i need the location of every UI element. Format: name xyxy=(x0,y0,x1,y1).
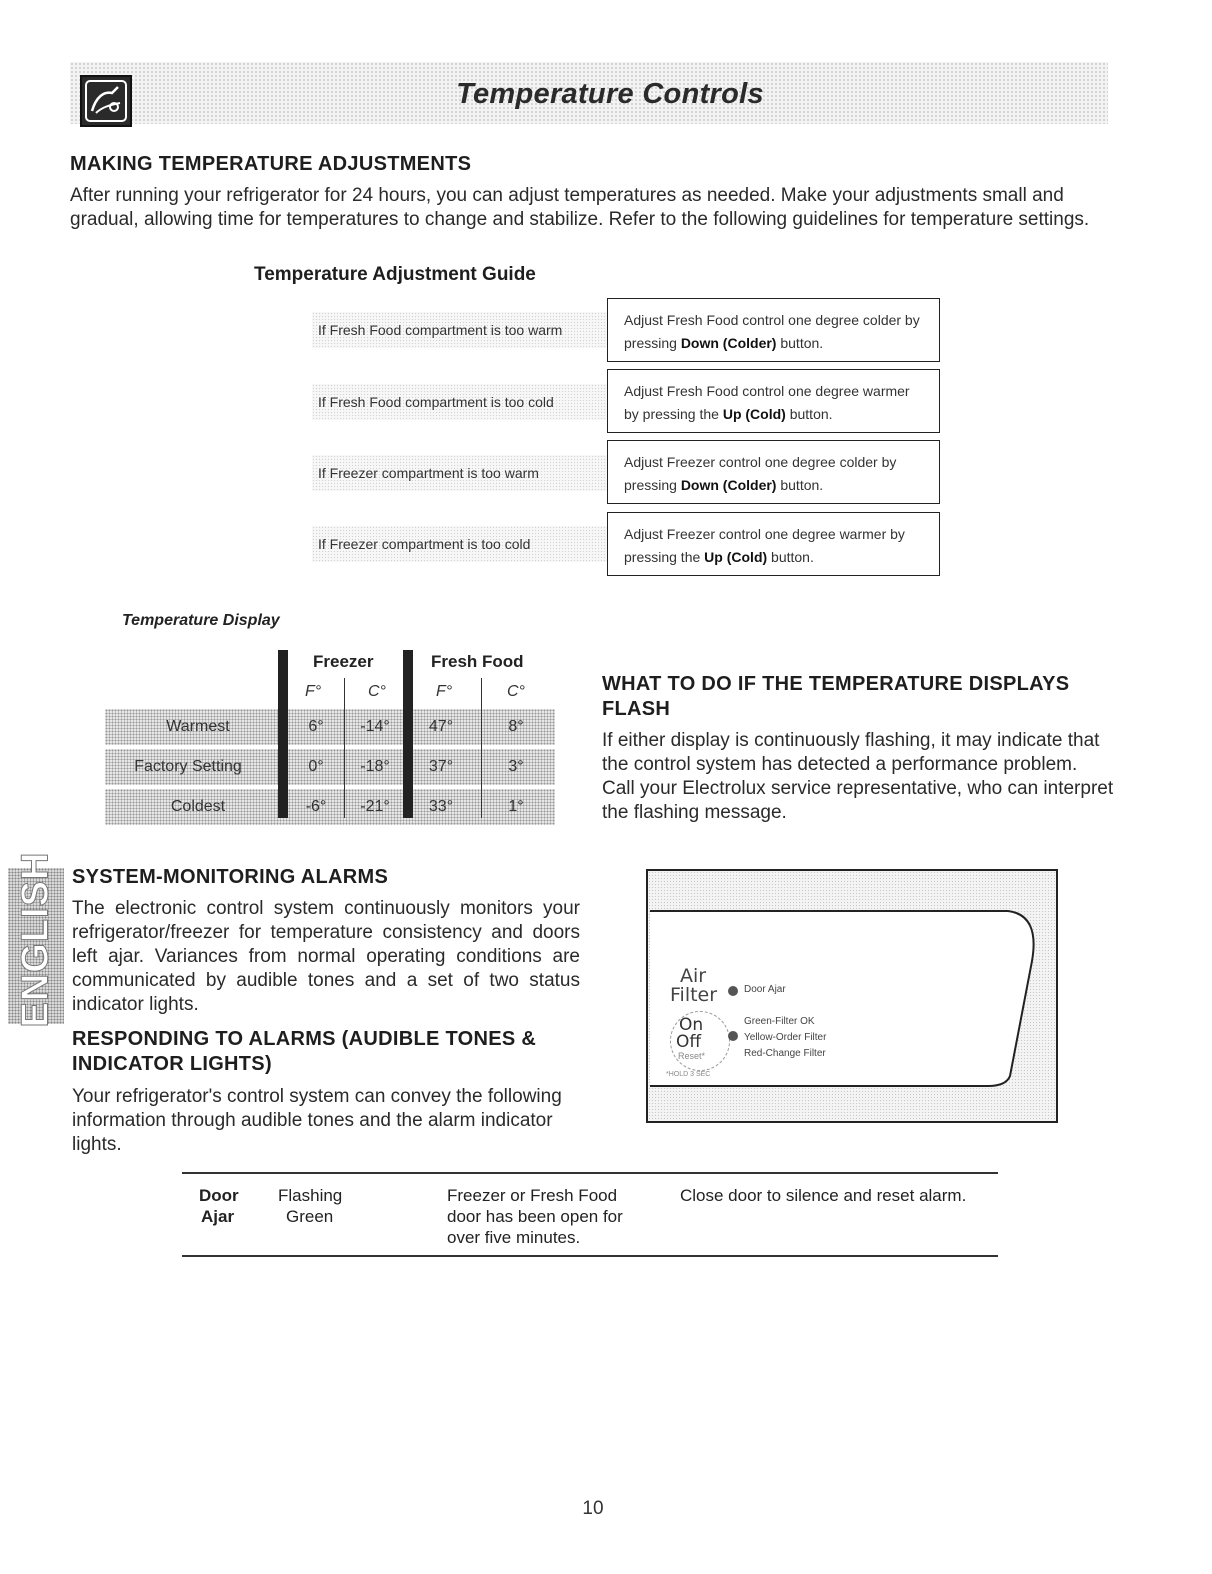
alarm-light-line2: Green xyxy=(286,1207,334,1226)
alarm-light-line1: Flashing xyxy=(278,1186,343,1205)
panel-air-label: Air xyxy=(680,965,707,987)
freezer-label: Freezer xyxy=(313,652,374,671)
responding-heading-line1: RESPONDING TO ALARMS (AUDIBLE TONES & xyxy=(72,1028,537,1050)
freshfood-unit-f: F° xyxy=(436,683,453,700)
display-row-label: Factory Setting xyxy=(134,758,242,775)
display-cell: -6° xyxy=(305,798,327,815)
language-label: ENGLISH xyxy=(14,851,57,1028)
language-side-tab xyxy=(8,851,64,1028)
panel-red-label: Red-Change Filter xyxy=(744,1048,826,1059)
display-cell: 6° xyxy=(308,718,324,735)
freshfood-unit-c: C° xyxy=(507,683,525,700)
fresh-food-label: Fresh Food xyxy=(431,652,524,671)
guide-action: Adjust Fresh Food control one degree colder by pressing Down (Colder) button. xyxy=(607,298,940,362)
refrigerator-hand-icon xyxy=(80,75,132,127)
flash-heading-line1: WHAT TO DO IF THE TEMPERATURE DISPLAYS xyxy=(602,673,1070,695)
page-title: Temperature Controls xyxy=(456,78,764,110)
table-divider xyxy=(403,650,413,818)
display-row-label: Warmest xyxy=(166,718,230,735)
panel-off-label: Off xyxy=(676,1032,702,1052)
filter-status-light-icon xyxy=(728,1031,738,1041)
guide-action: Adjust Freezer control one degree colder by pressing Down (Colder) button. xyxy=(607,440,940,504)
guide-action: Adjust Fresh Food control one degree warmer by pressing the Up (Cold) button. xyxy=(607,369,940,433)
freezer-unit-c: C° xyxy=(368,683,386,700)
guide-action: Adjust Freezer control one degree warmer by pressing the Up (Cold) button. xyxy=(607,512,940,576)
panel-yellow-label: Yellow-Order Filter xyxy=(744,1032,827,1043)
freezer-unit-f: F° xyxy=(305,683,322,700)
temperature-display-caption: Temperature Display xyxy=(122,612,280,629)
alarm-condition: Freezer or Fresh Food door has been open for over five minutes. xyxy=(447,1186,623,1247)
page-number: 10 xyxy=(582,1498,604,1519)
making-adjustments-heading: MAKING TEMPERATURE ADJUSTMENTS xyxy=(70,153,472,175)
guide-condition: If Freezer compartment is too cold xyxy=(312,526,610,562)
adjustment-guide-title: Temperature Adjustment Guide xyxy=(254,264,536,285)
display-cell: -14° xyxy=(360,718,390,735)
display-cell: 3° xyxy=(508,758,524,775)
table-divider xyxy=(344,678,345,818)
display-cell: 0° xyxy=(308,758,324,775)
alarm-name-line1: Door xyxy=(199,1186,239,1205)
display-cell: 1° xyxy=(508,798,524,815)
table-divider xyxy=(278,650,288,818)
table-divider xyxy=(481,678,482,818)
display-cell: 33° xyxy=(428,798,454,815)
door-ajar-light-icon xyxy=(728,986,738,996)
responding-body: Your refrigerator's control system can convey the following information through audible tones and the alarm indicator lights. xyxy=(72,1086,562,1155)
guide-condition: If Freezer compartment is too warm xyxy=(312,455,610,491)
panel-green-label: Green-Filter OK xyxy=(744,1016,815,1027)
display-cell: 8° xyxy=(508,718,524,735)
alarms-body: The electronic control system continuously monitors your refrigerator/freezer for temperature consistency and doors left ajar. Variances from normal operating conditions are communicated by audible tones and a set of two status indicator lights. xyxy=(72,898,580,1015)
alarm-table-bottom-rule xyxy=(182,1255,998,1257)
guide-condition: If Fresh Food compartment is too warm xyxy=(312,312,610,348)
alarm-panel-diagram xyxy=(646,869,1058,1123)
alarm-name-line2: Ajar xyxy=(201,1207,235,1226)
alarm-table-top-rule xyxy=(182,1172,998,1174)
responding-heading-line2: INDICATOR LIGHTS) xyxy=(72,1053,272,1075)
display-cell: -21° xyxy=(360,798,390,815)
flash-body: If either display is continuously flashing, it may indicate that the control system has detected a performance problem. Call your Electrolux service representative, who can interpret the flashing message. xyxy=(602,730,1114,823)
flash-heading-line2: FLASH xyxy=(602,698,671,720)
display-cell: -18° xyxy=(360,758,390,775)
panel-hold-label: *HOLD 3 SEC xyxy=(666,1071,711,1078)
panel-reset-label: Reset* xyxy=(678,1051,706,1061)
alarms-heading: SYSTEM-MONITORING ALARMS xyxy=(72,866,389,888)
panel-filter-label: Filter xyxy=(670,984,718,1006)
display-row-label: Coldest xyxy=(170,798,226,815)
alarm-action: Close door to silence and reset alarm. xyxy=(680,1186,967,1205)
guide-condition: If Fresh Food compartment is too cold xyxy=(312,384,610,420)
display-cell: 37° xyxy=(428,758,454,775)
display-cell: 47° xyxy=(428,718,454,735)
making-adjustments-body: After running your refrigerator for 24 hours, you can adjust temperatures as needed. Make your adjustments small and gradual, allowing time for temperatures to change and stabilize. Refer to the following guidelines for temperature settings. xyxy=(70,185,1090,230)
panel-on-label: On xyxy=(679,1015,704,1035)
panel-door-ajar-label: Door Ajar xyxy=(744,984,786,995)
